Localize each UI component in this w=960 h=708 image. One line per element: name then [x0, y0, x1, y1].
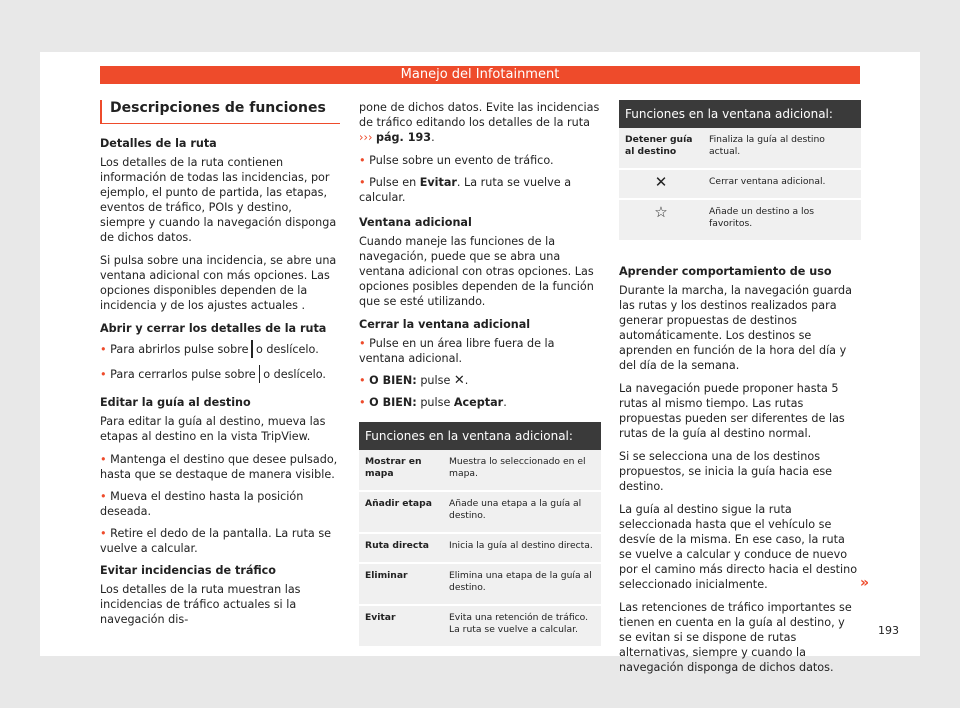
heading-extra-window: Ventana adicional: [359, 216, 472, 229]
page-reference-link[interactable]: pág. 193: [375, 131, 432, 144]
functions-table: [619, 100, 861, 242]
star-icon: ☆: [619, 199, 703, 241]
section-title: Descripciones de funciones: [100, 100, 340, 124]
heading-open-close: Abrir y cerrar los detalles de la ruta: [100, 322, 327, 335]
paragraph: La navegación puede proponer hasta 5 rutas al mismo tiempo. Las rutas propuestas pueden ser diferentes de las rutas de la guía al destino normal.: [619, 382, 845, 440]
table-row: ✕ Cerrar ventana adicional.: [619, 169, 861, 199]
reference-arrows: ›››: [359, 131, 373, 144]
paragraph: Durante la marcha, la navegación guarda las rutas y los destinos realizados para generar propuestas de destinos automáticamente. Los destinos se aprenden en función de la hora del día y del día de la semana.: [619, 284, 852, 372]
list-item: • O BIEN: pulse Aceptar.: [359, 396, 507, 409]
list-item: • Pulse en un área libre fuera de la ventana adicional.: [359, 337, 555, 365]
paragraph: pone de dichos datos. Evite las incidencias de tráfico editando los detalles de la ruta ››› pág. 193.: [359, 101, 600, 144]
paragraph: Los detalles de la ruta contienen información de todas las incidencias, por ejemplo, el punto de partida, las etapas, eventos de tráfico, POIs y destino, siempre y cuando la navegación disponga de dichos datos.: [100, 156, 337, 244]
list-item: • Mueva el destino hasta la posición deseada.: [100, 490, 304, 518]
list-item: • Para abrirlos pulse sobre o deslícelo.: [100, 340, 340, 358]
paragraph: Las retenciones de tráfico importantes se tienen en cuenta en la guía al destino, y se evitan si se dispone de rutas alternativas, siempre y cuando la navegación disponga de dichos datos.: [619, 601, 852, 674]
paragraph: Si pulsa sobre una incidencia, se abre una ventana adicional con más opciones. Las opciones disponibles dependen de la incidencia y de los ajustes actuales .: [100, 254, 337, 312]
close-icon: ✕: [619, 169, 703, 199]
handle-bar-icon: [251, 340, 253, 358]
column-right: [619, 100, 861, 683]
list-item: • Retire el dedo de la pantalla. La ruta se vuelve a calcular.: [100, 527, 332, 555]
heading-edit-guidance: Editar la guía al destino: [100, 396, 251, 409]
handle-bar-icon: [259, 365, 261, 383]
table-row: ☆ Añade un destino a los favoritos.: [619, 199, 861, 241]
heading-avoid-traffic: Evitar incidencias de tráfico: [100, 564, 276, 577]
heading-route-details: Detalles de la ruta: [100, 137, 217, 150]
page-number: 193: [878, 624, 899, 637]
table-row: Añadir etapa Añade una etapa a la guía al destino.: [359, 491, 601, 533]
page-header: Manejo del Infotainment: [100, 66, 860, 84]
table-row: Mostrar en mapa Muestra lo seleccionado en el mapa.: [359, 450, 601, 491]
list-item: • Pulse sobre un evento de tráfico.: [359, 154, 554, 167]
table-header: Funciones en la ventana adicional:: [619, 100, 861, 128]
functions-table: [359, 422, 601, 648]
table-row: Detener guía al destino Finaliza la guía al destino actual.: [619, 128, 861, 169]
paragraph: Si se selecciona una de los destinos propuestos, se inicia la guía hacia ese destino.: [619, 450, 833, 493]
heading-learn-usage: Aprender comportamiento de uso: [619, 265, 832, 278]
column-left: [100, 100, 340, 635]
paragraph: Los detalles de la ruta muestran las incidencias de tráfico actuales si la navegación dis-: [100, 583, 301, 626]
table-row: Ruta directa Inicia la guía al destino directa.: [359, 533, 601, 563]
close-icon: ✕: [453, 373, 465, 388]
continue-icon: »: [860, 575, 870, 591]
column-middle: [359, 100, 601, 648]
table-row: Evitar Evita una retención de tráfico. La ruta se vuelve a calcular.: [359, 605, 601, 647]
paragraph: Para editar la guía al destino, mueva las etapas al destino en la vista TripView.: [100, 415, 326, 443]
paragraph: Cuando maneje las funciones de la navegación, puede que se abra una ventana adicional con otras opciones. Las opciones posibles dependen de la función que se esté utilizando.: [359, 235, 594, 308]
table-header: Funciones en la ventana adicional:: [359, 422, 601, 450]
table-row: Eliminar Elimina una etapa de la guía al destino.: [359, 563, 601, 605]
list-item: • Mantenga el destino que desee pulsado, hasta que se destaque de manera visible.: [100, 453, 338, 481]
list-item: • O BIEN: pulse ✕.: [359, 373, 469, 388]
paragraph: La guía al destino sigue la ruta seleccionada hasta que el vehículo se desvíe de la misma. En ese caso, la ruta se vuelve a calcular y conduce de nuevo por el camino más directo hacia el destino seleccionado inicialmente.: [619, 503, 858, 591]
list-item: • Pulse en Evitar. La ruta se vuelve a calcular.: [359, 176, 572, 204]
heading-close-window: Cerrar la ventana adicional: [359, 318, 531, 331]
list-item: • Para cerrarlos pulse sobre o deslícelo.: [100, 365, 340, 383]
